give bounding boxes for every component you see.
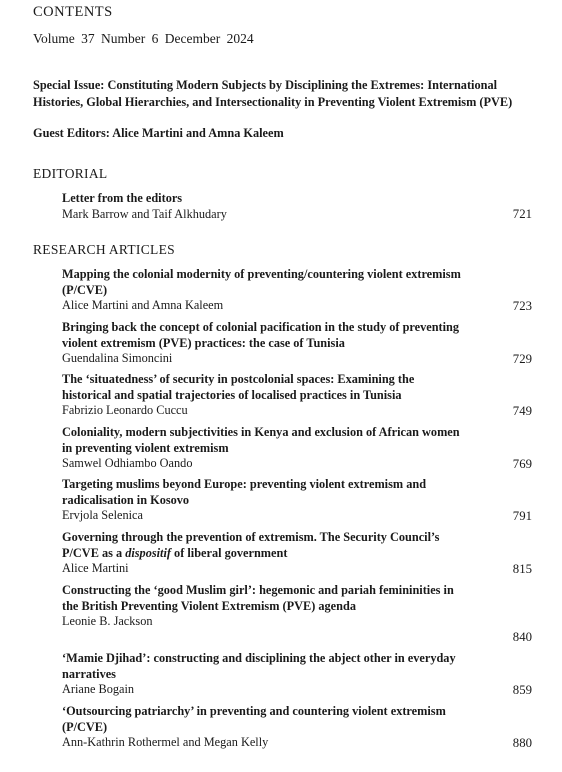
article-authors: Ariane Bogain xyxy=(62,682,135,696)
contents-heading: CONTENTS xyxy=(33,4,113,20)
page-number: 815 xyxy=(512,562,532,576)
article-authors: Leonie B. Jackson xyxy=(62,614,153,628)
editorial-heading: EDITORIAL xyxy=(33,166,108,181)
volume-line: Volume 37 Number 6 December 2024 xyxy=(33,31,254,46)
guest-editors: Guest Editors: Alice Martini and Amna Kaleem xyxy=(33,126,284,140)
toc-entry[interactable] xyxy=(62,372,532,419)
article-authors: Alice Martini xyxy=(62,561,129,575)
page-number: 769 xyxy=(512,457,532,471)
toc-entry[interactable] xyxy=(62,191,532,222)
toc-entry[interactable] xyxy=(62,320,532,367)
article-title[interactable]: Coloniality, modern subjectivities in Kenya and exclusion of African women in preventing violent extremism xyxy=(62,425,460,455)
article-title[interactable]: The ‘situatedness’ of security in postcolonial spaces: Examining the historical and spatial trajectories of localised practices in Tunisia xyxy=(62,372,415,402)
article-title[interactable]: Letter from the editors xyxy=(62,191,183,205)
article-authors: Mark Barrow and Taif Alkhudary xyxy=(62,206,227,221)
article-authors: Alice Martini and Amna Kaleem xyxy=(62,298,224,312)
article-title-italic: dispositif xyxy=(125,545,171,560)
page-number: 723 xyxy=(512,299,532,313)
toc-entry[interactable] xyxy=(62,583,532,645)
article-title-part: of liberal government xyxy=(170,545,288,560)
page-number: 749 xyxy=(512,404,532,418)
page-number: 729 xyxy=(512,352,532,366)
research-articles-heading: RESEARCH ARTICLES xyxy=(33,242,175,257)
article-authors: Guendalina Simoncini xyxy=(62,351,173,365)
article-title[interactable]: Constructing the ‘good Muslim girl’: hegemonic and pariah femininities in the British Preventing Violent Extremism (PVE) agenda xyxy=(62,583,454,613)
page-number: 791 xyxy=(512,509,532,523)
article-title[interactable]: Targeting muslims beyond Europe: preventing violent extremism and radicalisation in Kosovo xyxy=(62,477,427,507)
article-title[interactable]: ‘Mamie Djihad’: constructing and disciplining the abject other in everyday narratives xyxy=(62,651,456,681)
article-authors: Ervjola Selenica xyxy=(62,508,143,522)
special-issue-title: Special Issue: Constituting Modern Subjects by Disciplining the Extremes: International Histories, Global Hierarchies, and Intersectionality in Preventing Violent Extremism (PVE) xyxy=(33,78,513,109)
toc-entry[interactable] xyxy=(62,704,532,751)
page-number: 880 xyxy=(512,736,532,750)
toc-entry[interactable] xyxy=(62,477,532,524)
toc-entry[interactable] xyxy=(62,530,532,577)
article-title[interactable]: Mapping the colonial modernity of preventing/countering violent extremism (P/CVE) xyxy=(62,267,461,297)
toc-entry[interactable] xyxy=(62,267,532,314)
page-number: 721 xyxy=(512,207,532,221)
article-title-part: Governing through the prevention of extremism. The Security Council’s P/CVE as a xyxy=(62,530,440,560)
page-number: 840 xyxy=(512,630,532,644)
article-title[interactable]: ‘Outsourcing patriarchy’ in preventing and countering violent extremism (P/CVE) xyxy=(62,704,446,734)
toc-entry[interactable] xyxy=(62,425,532,472)
page-number: 859 xyxy=(512,683,532,697)
article-title[interactable]: Bringing back the concept of colonial pacification in the study of preventing violent extremism (PVE) practices: the case of Tunisia xyxy=(62,320,460,350)
article-authors: Ann-Kathrin Rothermel and Megan Kelly xyxy=(62,735,269,749)
article-authors: Samwel Odhiambo Oando xyxy=(62,456,193,470)
article-authors: Fabrizio Leonardo Cuccu xyxy=(62,403,188,417)
article-title[interactable] xyxy=(62,530,462,561)
toc-entry[interactable] xyxy=(62,651,532,698)
